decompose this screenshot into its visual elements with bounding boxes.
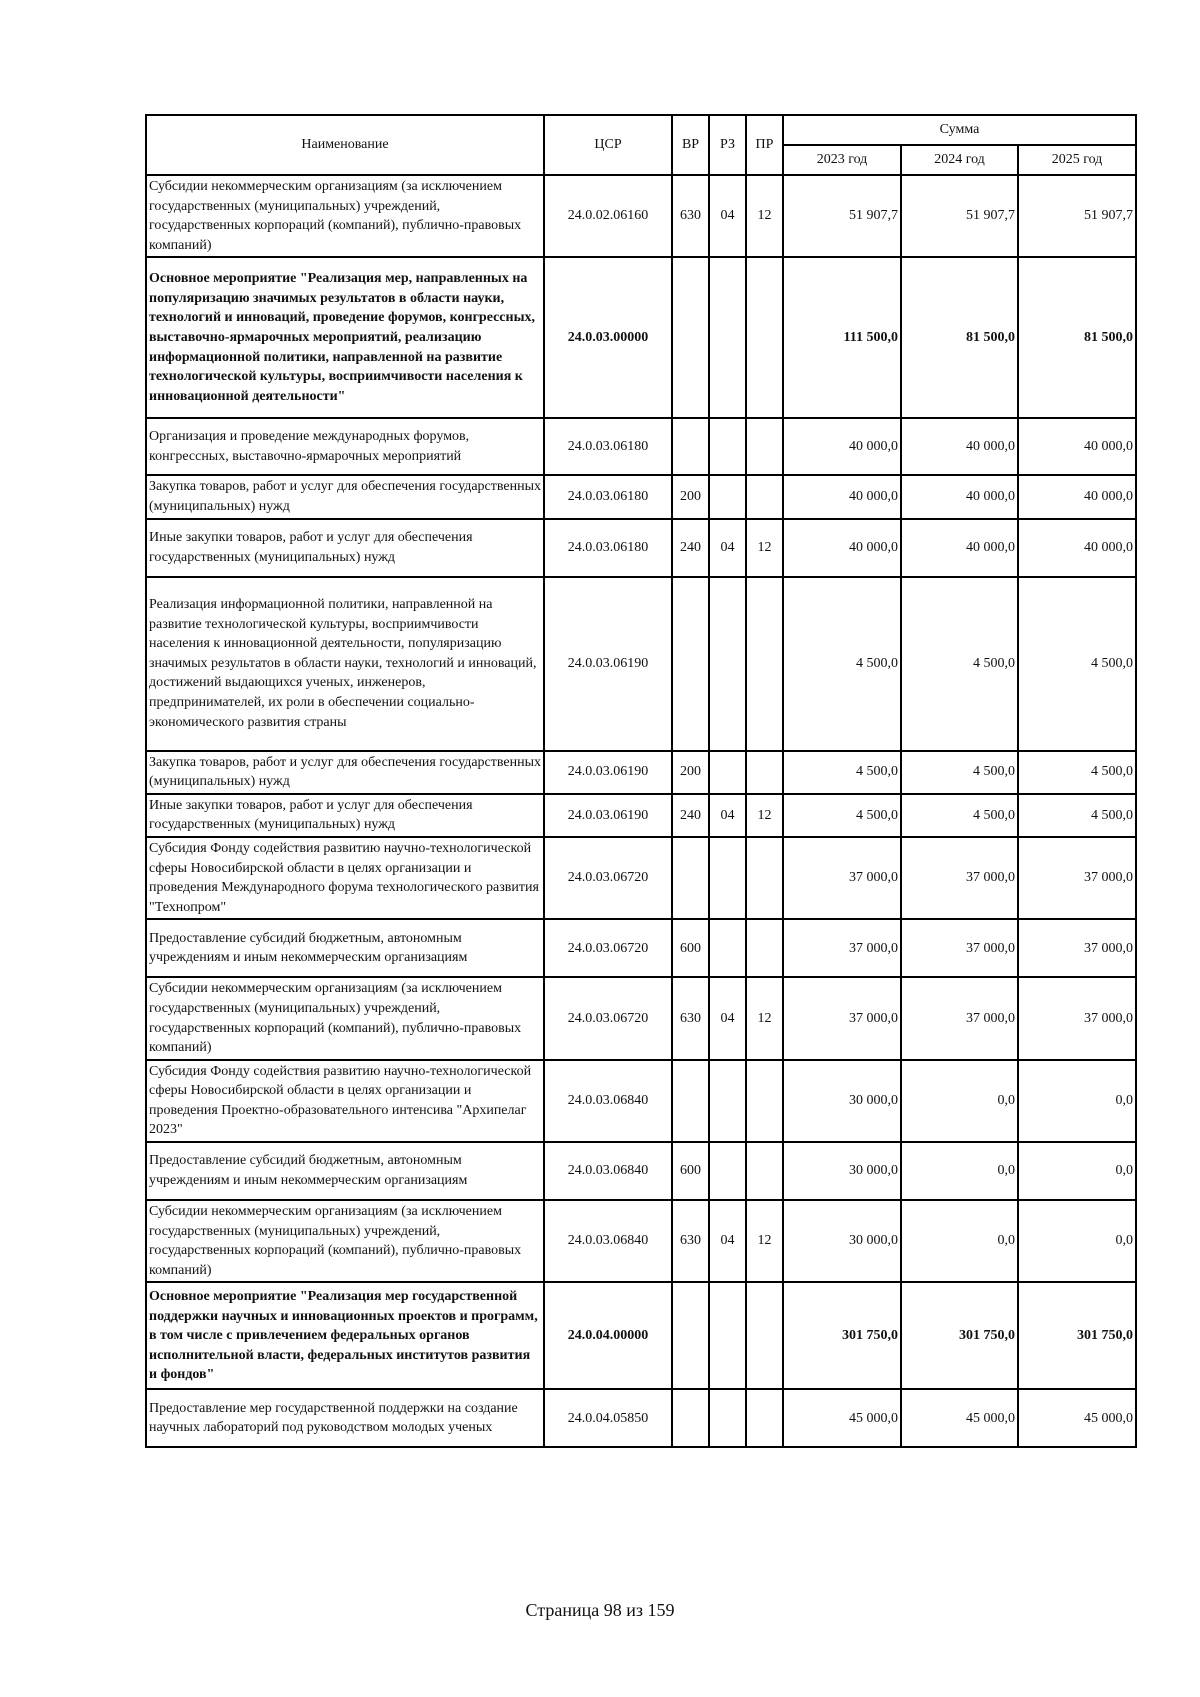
row-vr [672,257,709,418]
row-vr: 630 [672,175,709,257]
row-sum-2023: 301 750,0 [783,1282,901,1389]
row-pr [746,751,783,794]
row-sum-2023: 30 000,0 [783,1200,901,1282]
row-sum-2025: 301 750,0 [1018,1282,1136,1389]
table-row [146,475,1136,518]
row-csr: 24.0.03.06190 [544,794,672,837]
row-sum-2023: 30 000,0 [783,1142,901,1200]
header-sum: Сумма [783,115,1136,145]
page-number: Страница 98 из 159 [525,1600,675,1620]
row-sum-2025: 81 500,0 [1018,257,1136,418]
row-rz [709,1142,746,1200]
row-name: Закупка товаров, работ и услуг для обеспечения государственных (муниципальных) нужд [146,475,544,518]
row-name: Закупка товаров, работ и услуг для обеспечения государственных (муниципальных) нужд [146,751,544,794]
row-pr [746,1142,783,1200]
row-sum-2025: 51 907,7 [1018,175,1136,257]
header-name: Наименование [146,115,544,175]
row-name: Субсидия Фонду содействия развитию научно-технологической сферы Новосибирской области в целях организации и проведения Проектно-образовательного интенсива "Архипелаг 2023" [146,1060,544,1142]
row-sum-2025: 45 000,0 [1018,1389,1136,1447]
row-rz [709,418,746,475]
row-sum-2024: 4 500,0 [901,751,1018,794]
row-sum-2023: 40 000,0 [783,475,901,518]
row-name: Субсидии некоммерческим организациям (за исключением государственных (муниципальных) учреждений, государственных корпораций (компаний), публично-правовых компаний) [146,1200,544,1282]
row-pr [746,257,783,418]
row-rz [709,475,746,518]
row-rz [709,837,746,919]
row-sum-2025: 40 000,0 [1018,418,1136,475]
row-csr: 24.0.03.06840 [544,1142,672,1200]
row-csr: 24.0.03.06180 [544,418,672,475]
table-row [146,418,1136,475]
table-row [146,919,1136,977]
row-name: Предоставление субсидий бюджетным, автономным учреждениям и иным некоммерческим организациям [146,1142,544,1200]
table-row [146,577,1136,751]
row-vr: 240 [672,519,709,577]
table-row [146,1389,1136,1447]
row-pr [746,1060,783,1142]
row-sum-2023: 37 000,0 [783,837,901,919]
table-row [146,1142,1136,1200]
row-sum-2024: 4 500,0 [901,577,1018,751]
row-sum-2023: 40 000,0 [783,519,901,577]
row-rz: 04 [709,1200,746,1282]
row-name: Иные закупки товаров, работ и услуг для обеспечения государственных (муниципальных) нужд [146,519,544,577]
row-sum-2025: 0,0 [1018,1060,1136,1142]
row-rz [709,919,746,977]
row-rz: 04 [709,519,746,577]
row-vr: 200 [672,751,709,794]
table-row [146,1060,1136,1142]
row-vr [672,418,709,475]
row-sum-2025: 4 500,0 [1018,751,1136,794]
row-name: Предоставление субсидий бюджетным, автономным учреждениям и иным некоммерческим организациям [146,919,544,977]
row-pr [746,1389,783,1447]
row-vr [672,577,709,751]
row-sum-2025: 4 500,0 [1018,577,1136,751]
row-pr: 12 [746,977,783,1059]
row-sum-2024: 37 000,0 [901,919,1018,977]
row-vr: 240 [672,794,709,837]
row-sum-2024: 40 000,0 [901,475,1018,518]
row-csr: 24.0.03.06720 [544,919,672,977]
row-csr: 24.0.03.06190 [544,751,672,794]
row-pr [746,919,783,977]
row-sum-2025: 37 000,0 [1018,977,1136,1059]
row-sum-2023: 4 500,0 [783,577,901,751]
row-sum-2023: 4 500,0 [783,751,901,794]
row-sum-2025: 0,0 [1018,1200,1136,1282]
row-csr: 24.0.03.06720 [544,977,672,1059]
row-rz: 04 [709,977,746,1059]
row-pr: 12 [746,794,783,837]
row-rz [709,257,746,418]
row-rz [709,751,746,794]
row-sum-2025: 40 000,0 [1018,475,1136,518]
header-year-2023: 2023 год [783,145,901,175]
row-pr [746,418,783,475]
row-vr: 630 [672,1200,709,1282]
row-name: Субсидия Фонду содействия развитию научно-технологической сферы Новосибирской области в целях организации и проведения Международного форума технологического развития "Технопром" [146,837,544,919]
row-sum-2024: 51 907,7 [901,175,1018,257]
row-sum-2024: 40 000,0 [901,418,1018,475]
row-name: Реализация информационной политики, направленной на развитие технологической культуры, восприимчивости населения к инновационной деятельности, популяризацию значимых результатов в области науки, технологий и инноваций, достижений выдающихся ученых, инженеров, предпринимателей, их роли в обеспечении социально-экономического развития страны [146,577,544,751]
budget-table [145,114,1137,1448]
row-vr: 600 [672,1142,709,1200]
row-name: Организация и проведение международных форумов, конгрессных, выставочно-ярмарочных мероприятий [146,418,544,475]
row-sum-2024: 4 500,0 [901,794,1018,837]
row-vr: 200 [672,475,709,518]
row-csr: 24.0.03.06840 [544,1060,672,1142]
row-sum-2023: 45 000,0 [783,1389,901,1447]
table-header [146,115,1136,175]
row-pr [746,837,783,919]
header-vr: ВР [672,115,709,175]
table-row [146,751,1136,794]
row-rz [709,1282,746,1389]
row-sum-2024: 37 000,0 [901,837,1018,919]
row-pr: 12 [746,519,783,577]
table-body [146,175,1136,1447]
header-year-2024: 2024 год [901,145,1018,175]
row-rz [709,1389,746,1447]
header-csr: ЦСР [544,115,672,175]
row-name: Предоставление мер государственной поддержки на создание научных лабораторий под руководством молодых ученых [146,1389,544,1447]
row-vr [672,1389,709,1447]
table-row [146,1282,1136,1389]
table-row [146,794,1136,837]
row-sum-2024: 40 000,0 [901,519,1018,577]
row-sum-2023: 37 000,0 [783,919,901,977]
header-pr: ПР [746,115,783,175]
row-csr: 24.0.04.00000 [544,1282,672,1389]
row-csr: 24.0.03.06180 [544,475,672,518]
row-csr: 24.0.03.00000 [544,257,672,418]
table-row [146,519,1136,577]
row-sum-2025: 0,0 [1018,1142,1136,1200]
row-sum-2023: 40 000,0 [783,418,901,475]
row-vr [672,1060,709,1142]
row-vr: 600 [672,919,709,977]
row-csr: 24.0.03.06190 [544,577,672,751]
row-vr: 630 [672,977,709,1059]
row-sum-2024: 0,0 [901,1060,1018,1142]
table-row [146,257,1136,418]
table-row [146,837,1136,919]
row-name: Субсидии некоммерческим организациям (за исключением государственных (муниципальных) учреждений, государственных корпораций (компаний), публично-правовых компаний) [146,175,544,257]
row-sum-2025: 37 000,0 [1018,919,1136,977]
row-csr: 24.0.02.06160 [544,175,672,257]
row-name: Иные закупки товаров, работ и услуг для обеспечения государственных (муниципальных) нужд [146,794,544,837]
header-year-2025: 2025 год [1018,145,1136,175]
table-row [146,175,1136,257]
row-name: Основное мероприятие "Реализация мер государственной поддержки научных и инновационных проектов и программ, в том числе с привлечением федеральных органов исполнительной власти, федеральных институтов развития и фондов" [146,1282,544,1389]
row-sum-2024: 37 000,0 [901,977,1018,1059]
table-row [146,1200,1136,1282]
row-pr [746,475,783,518]
row-pr: 12 [746,1200,783,1282]
row-sum-2024: 81 500,0 [901,257,1018,418]
row-name: Основное мероприятие "Реализация мер, направленных на популяризацию значимых результатов в области науки, технологий и инноваций, проведение форумов, конгрессных, выставочно-ярмарочных мероприятий, реализацию информационной политики, направленной на развитие технологической культуры, восприимчивости населения к инновационной деятельности" [146,257,544,418]
header-rz: РЗ [709,115,746,175]
row-sum-2023: 51 907,7 [783,175,901,257]
table-row [146,977,1136,1059]
row-vr [672,1282,709,1389]
row-sum-2025: 4 500,0 [1018,794,1136,837]
row-rz: 04 [709,794,746,837]
row-sum-2024: 45 000,0 [901,1389,1018,1447]
row-rz [709,577,746,751]
row-csr: 24.0.03.06180 [544,519,672,577]
row-csr: 24.0.04.05850 [544,1389,672,1447]
row-pr [746,577,783,751]
row-sum-2025: 37 000,0 [1018,837,1136,919]
row-sum-2024: 301 750,0 [901,1282,1018,1389]
row-csr: 24.0.03.06840 [544,1200,672,1282]
row-pr: 12 [746,175,783,257]
row-rz: 04 [709,175,746,257]
row-sum-2024: 0,0 [901,1200,1018,1282]
row-sum-2025: 40 000,0 [1018,519,1136,577]
row-sum-2023: 111 500,0 [783,257,901,418]
row-rz [709,1060,746,1142]
row-sum-2024: 0,0 [901,1142,1018,1200]
row-name: Субсидии некоммерческим организациям (за исключением государственных (муниципальных) учреждений, государственных корпораций (компаний), публично-правовых компаний) [146,977,544,1059]
row-sum-2023: 30 000,0 [783,1060,901,1142]
row-sum-2023: 4 500,0 [783,794,901,837]
row-pr [746,1282,783,1389]
row-vr [672,837,709,919]
row-csr: 24.0.03.06720 [544,837,672,919]
row-sum-2023: 37 000,0 [783,977,901,1059]
